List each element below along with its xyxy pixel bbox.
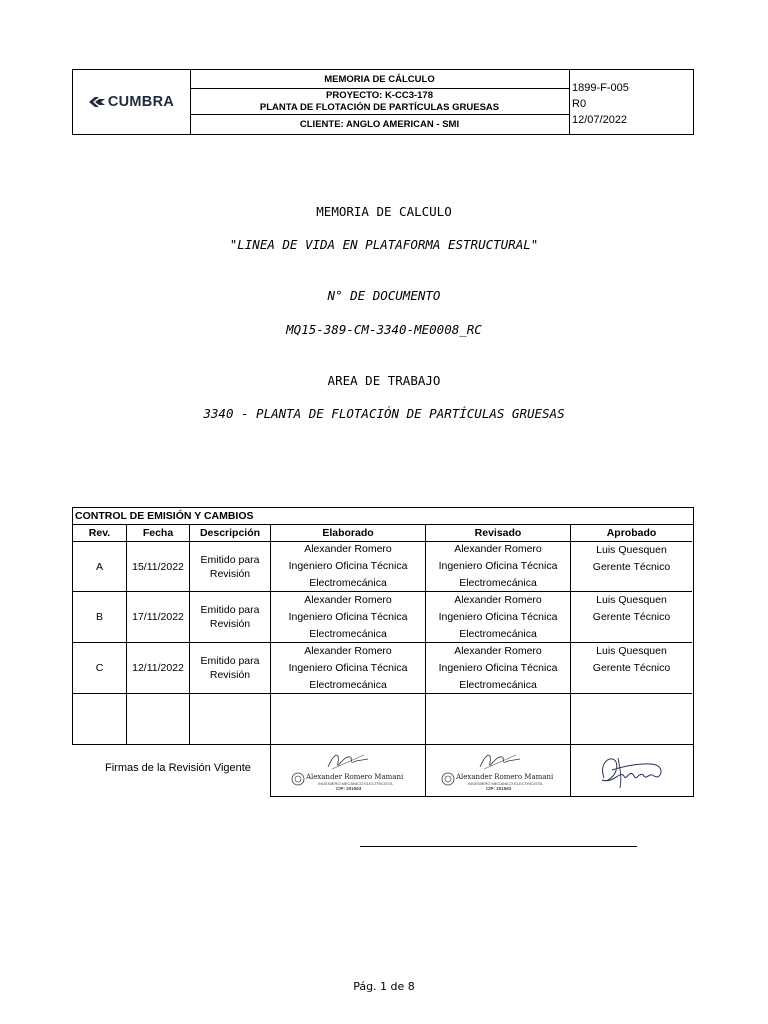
form-revision: R0 bbox=[572, 98, 587, 110]
signature-stamp bbox=[288, 749, 408, 793]
stamp-title: INGENIERO MECÁNICO ELECTRICISTA bbox=[468, 780, 543, 786]
page-number: Pág. 1 de 8 bbox=[353, 980, 415, 993]
signature-approved bbox=[571, 745, 693, 796]
table-row-approved bbox=[571, 643, 692, 694]
prepared-role: Ingeniero Oficina Técnica bbox=[288, 610, 408, 623]
col-header-prepared: Elaborado bbox=[271, 525, 426, 542]
reviewed-role: Ingeniero Oficina Técnica bbox=[438, 610, 558, 623]
description-line: Emitido para bbox=[200, 655, 260, 667]
prepared-name: Alexander Romero bbox=[304, 543, 392, 555]
table-row-empty-cell bbox=[73, 694, 127, 744]
signature-stamp bbox=[438, 749, 558, 793]
table-row-empty-cell bbox=[127, 694, 190, 744]
header-project bbox=[190, 89, 569, 115]
header-title: MEMORIA DE CÁLCULO bbox=[190, 70, 569, 89]
table-row-prepared bbox=[271, 643, 426, 694]
table-row-empty-cell bbox=[571, 694, 692, 744]
approved-name: Luis Quesquen bbox=[596, 645, 667, 657]
table-row-empty-cell bbox=[190, 694, 271, 744]
table-row-rev: B bbox=[73, 592, 127, 643]
reviewed-area: Electromecánica bbox=[459, 678, 537, 691]
table-row-reviewed bbox=[426, 542, 571, 592]
form-date: 12/07/2022 bbox=[572, 114, 628, 126]
work-area-label: AREA DE TRABAJO bbox=[327, 373, 441, 388]
prepared-area: Electromecánica bbox=[309, 577, 387, 589]
table-row-empty-cell bbox=[271, 694, 426, 744]
table-row-description bbox=[190, 592, 271, 643]
reviewed-area: Electromecánica bbox=[459, 577, 537, 589]
description-line: Revisión bbox=[209, 618, 251, 630]
prepared-area: Electromecánica bbox=[309, 678, 387, 691]
company-logo bbox=[73, 70, 191, 134]
project-name: PLANTA DE FLOTACIÓN DE PARTÍCULAS GRUESAS bbox=[259, 102, 500, 113]
reviewed-role: Ingeniero Oficina Técnica bbox=[438, 661, 558, 674]
prepared-role: Ingeniero Oficina Técnica bbox=[288, 661, 408, 674]
form-code: 1899-F-005 bbox=[572, 82, 629, 94]
document-header bbox=[72, 69, 694, 135]
handwritten-signature-icon bbox=[590, 748, 674, 794]
table-row-prepared bbox=[271, 542, 426, 592]
signature-line bbox=[360, 846, 637, 847]
control-table bbox=[72, 507, 694, 745]
reviewed-area: Electromecánica bbox=[459, 627, 537, 640]
prepared-role: Ingeniero Oficina Técnica bbox=[288, 560, 408, 572]
reviewed-role: Ingeniero Oficina Técnica bbox=[438, 560, 558, 572]
approved-role: Gerente Técnico bbox=[592, 561, 671, 573]
doc-number: MQ15-389-CM-3340-ME0008_RC bbox=[286, 322, 482, 337]
signatures-label: Firmas de la Revisión Vigente bbox=[105, 762, 251, 774]
table-row-reviewed bbox=[426, 592, 571, 643]
reviewed-name: Alexander Romero bbox=[454, 593, 542, 606]
control-table-caption: CONTROL DE EMISIÓN Y CAMBIOS bbox=[73, 508, 693, 525]
table-row-date: 17/11/2022 bbox=[127, 592, 190, 643]
approved-name: Luis Quesquen bbox=[596, 544, 667, 556]
table-row-date: 15/11/2022 bbox=[127, 542, 190, 592]
signature-reviewed bbox=[426, 745, 571, 796]
description-line: Revisión bbox=[209, 669, 251, 681]
reviewed-name: Alexander Romero bbox=[454, 543, 542, 555]
stamp-name: Alexander Romero Mamani bbox=[456, 772, 554, 781]
approved-name: Luis Quesquen bbox=[596, 594, 667, 606]
doc-title: "LINEA DE VIDA EN PLATAFORMA ESTRUCTURAL" bbox=[229, 237, 539, 252]
logo-text: CUMBRA bbox=[107, 94, 175, 110]
reviewed-name: Alexander Romero bbox=[454, 644, 542, 657]
stamp-cip: CIP: 201563 bbox=[486, 785, 512, 791]
table-row-description bbox=[190, 643, 271, 694]
table-row-approved bbox=[571, 592, 692, 643]
table-row-reviewed bbox=[426, 643, 571, 694]
table-row-description bbox=[190, 542, 271, 592]
cumbra-logo-icon bbox=[89, 96, 105, 108]
prepared-name: Alexander Romero bbox=[304, 593, 392, 606]
project-code: PROYECTO: K-CC3-178 bbox=[326, 90, 433, 101]
approved-role: Gerente Técnico bbox=[592, 611, 671, 623]
table-row-empty-cell bbox=[426, 694, 571, 744]
description-line: Emitido para bbox=[200, 604, 260, 616]
col-header-approved: Aprobado bbox=[571, 525, 692, 542]
table-row-approved bbox=[571, 542, 692, 592]
description-line: Emitido para bbox=[200, 553, 260, 566]
col-header-rev: Rev. bbox=[73, 525, 127, 542]
signatures-row bbox=[270, 745, 694, 797]
col-header-description: Descripción bbox=[190, 525, 271, 542]
doc-number-label: N° DE DOCUMENTO bbox=[327, 288, 441, 303]
header-client: CLIENTE: ANGLO AMERICAN - SMI bbox=[299, 119, 460, 130]
description-line: Revisión bbox=[209, 567, 251, 580]
table-row-rev: A bbox=[73, 542, 127, 592]
doc-type: MEMORIA DE CALCULO bbox=[316, 204, 452, 219]
prepared-area: Electromecánica bbox=[309, 627, 387, 640]
col-header-reviewed: Revisado bbox=[426, 525, 571, 542]
stamp-cip: CIP: 201563 bbox=[336, 785, 362, 791]
signature-prepared bbox=[271, 745, 426, 796]
stamp-name: Alexander Romero Mamani bbox=[306, 772, 404, 781]
table-row-rev: C bbox=[73, 643, 127, 694]
work-area: 3340 - PLANTA DE FLOTACIÓN DE PARTÍCULAS GRUESAS bbox=[203, 406, 565, 421]
table-row-date: 12/11/2022 bbox=[127, 643, 190, 694]
stamp-title: INGENIERO MECÁNICO ELECTRICISTA bbox=[318, 780, 393, 786]
table-row-prepared bbox=[271, 592, 426, 643]
approved-role: Gerente Técnico bbox=[592, 662, 671, 674]
col-header-date: Fecha bbox=[127, 525, 190, 542]
prepared-name: Alexander Romero bbox=[304, 644, 392, 657]
